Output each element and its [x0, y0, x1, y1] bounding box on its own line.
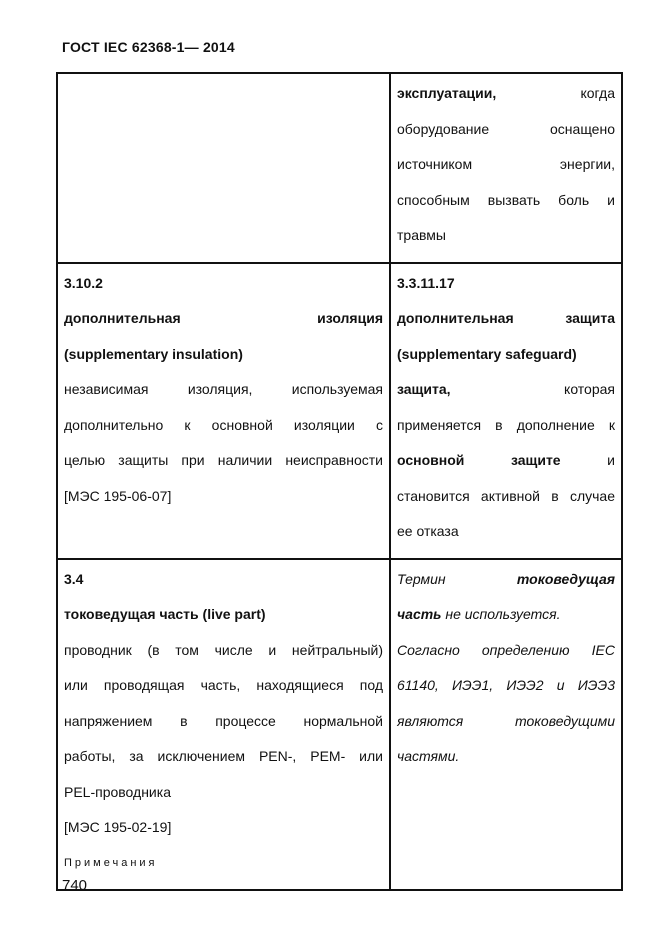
term-english: (supplementary insulation) — [64, 345, 243, 362]
table-cell-right — [390, 73, 622, 263]
table-cell-left — [57, 559, 390, 891]
definition-line: дополнительно к основной изоляции с — [64, 416, 383, 433]
definition-line: PEL-проводника — [64, 783, 171, 800]
clause-number: 3.3.11.17 — [397, 274, 455, 291]
bold-term: основной защите — [397, 452, 561, 468]
text-line: источником энергии, — [397, 156, 615, 172]
text-line — [397, 704, 615, 740]
reference: [МЭС 195-02-19] — [64, 819, 172, 835]
text-line — [397, 562, 615, 598]
text-line: травмы — [397, 227, 446, 243]
term-title: дополнительная защита — [397, 310, 615, 326]
definition-line: становится активной в случае — [397, 487, 615, 504]
table-cell-left — [57, 263, 390, 559]
clause-number: 3.4 — [64, 570, 84, 587]
text-line: частями. — [397, 748, 460, 764]
definition-line: целью защиты при наличии неисправности — [64, 452, 383, 468]
text-line: оборудование оснащено — [397, 120, 615, 137]
table-row — [57, 263, 622, 559]
bold-term: защита, — [397, 381, 451, 397]
definition-line — [397, 443, 615, 479]
definition-line: независимая изоляция, используемая — [64, 381, 383, 397]
term-english: (supplementary safeguard) — [397, 345, 577, 362]
clause-number: 3.10.2 — [64, 274, 103, 291]
bold-term: эксплуатации, — [397, 85, 497, 101]
document-header: ГОСТ IEC 62368-1— 2014 — [62, 39, 235, 55]
reference: [МЭС 195-06-07] — [64, 487, 172, 504]
definition-line: ее отказа — [397, 523, 459, 539]
text-line: 61140, ИЭЭ1, ИЭЭ2 и ИЭЭ3 — [397, 677, 615, 693]
term-title: дополнительная изоляция — [64, 310, 383, 326]
definition-line: применяется в дополнение к — [397, 416, 615, 433]
bold-term: часть — [397, 606, 442, 622]
text-fragment: не используется. — [441, 606, 561, 622]
term-title: токоведущая часть (live part) — [64, 606, 266, 622]
table-cell-right — [390, 559, 622, 891]
table-cell-empty — [57, 73, 390, 263]
page-number: 740 — [62, 877, 88, 894]
notes-heading: Примечания — [64, 856, 158, 869]
definition-line: работы, за исключением PEN-, PEM- или — [64, 748, 383, 764]
table-row — [57, 559, 622, 891]
text-line — [397, 76, 615, 112]
definition-line: или проводящая часть, находящиеся под — [64, 677, 383, 693]
text-line — [397, 597, 615, 633]
text-fragment: токоведущими — [515, 712, 615, 729]
table-row — [57, 73, 622, 263]
text-line: способным вызвать боль и — [397, 191, 615, 208]
table-cell-right — [390, 263, 622, 559]
text-fragment: когда — [580, 85, 615, 101]
definition-line: проводник (в том числе и нейтральный) — [64, 641, 383, 658]
text-line: Согласно определению IEC — [397, 641, 615, 658]
text-fragment: которая — [564, 381, 615, 397]
bold-term: токоведущая — [516, 570, 615, 587]
definition-line — [397, 372, 615, 408]
definition-line: напряжением в процессе нормальной — [64, 712, 383, 729]
terms-table — [56, 72, 623, 891]
text-fragment: являются — [397, 712, 464, 729]
text-fragment: и — [607, 452, 615, 468]
text-fragment: Термин — [397, 570, 446, 587]
